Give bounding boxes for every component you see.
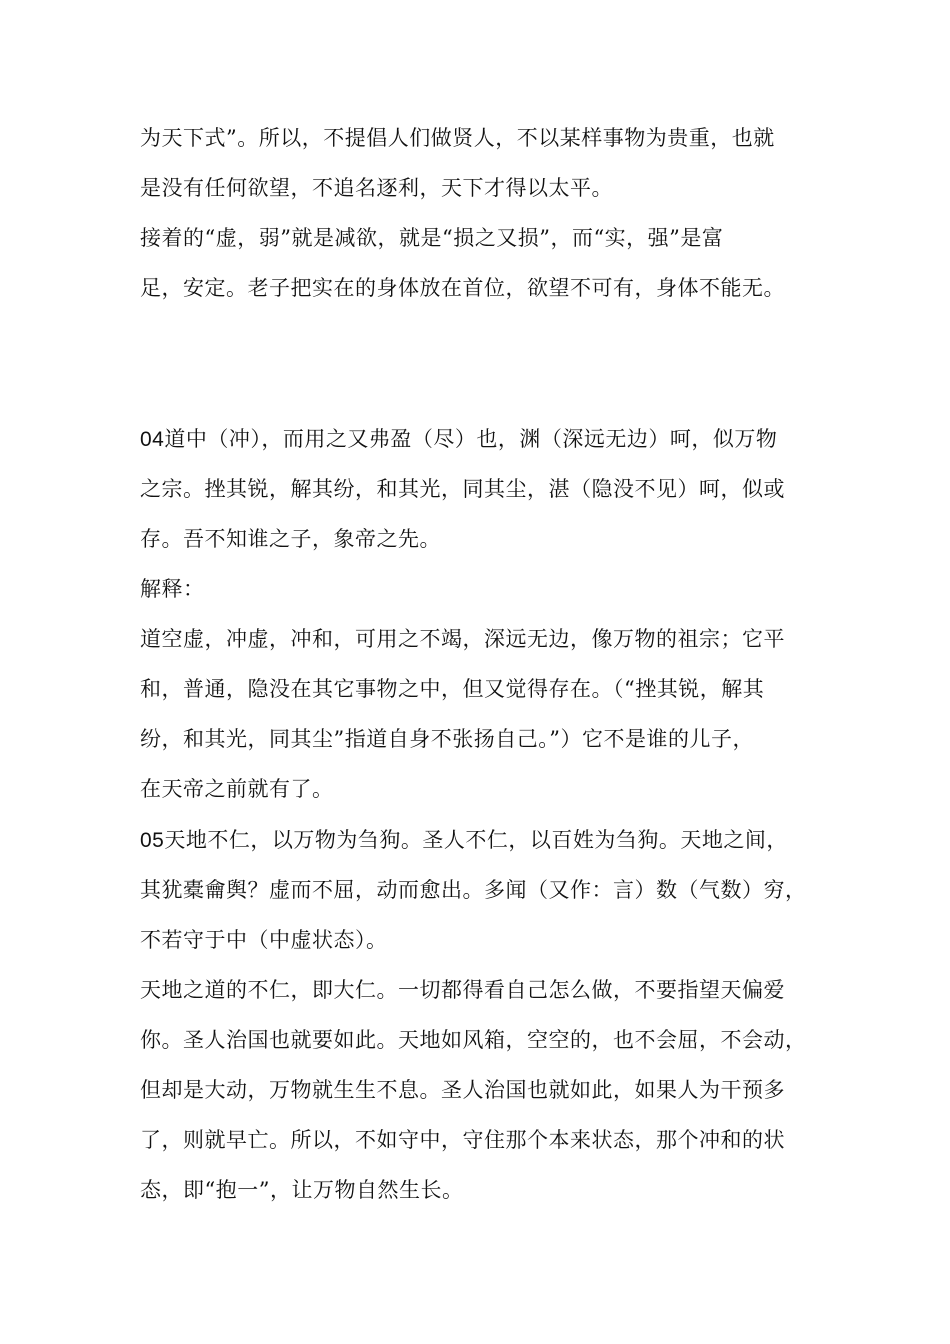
explanation-label: 解释： bbox=[140, 577, 205, 601]
text-line: 天地之道的不仁，即大仁。一切都得看自己怎么做，不要指望天偏爱 bbox=[140, 978, 785, 1002]
text-line: 纷，和其光，同其尘”指道自身不张扬自己。”）它不是谁的儿子， bbox=[140, 727, 754, 751]
text-line: 接着的“虚，弱”就是减欲，就是“损之又损”，而“实，强”是富 bbox=[140, 226, 724, 250]
previous-section-text bbox=[140, 113, 830, 313]
text-line: 是没有任何欲望，不追名逐利，天下才得以太平。 bbox=[140, 176, 613, 200]
chapter-04-first-line bbox=[140, 414, 830, 464]
text-line: 存。吾不知谁之子，象帝之先。 bbox=[140, 527, 441, 551]
text-line: 不若守于中（中虚状态）。 bbox=[140, 928, 388, 952]
text-segment: 道中（冲），而用之又弗盈（尽）也，渊（深远无边）呵，似万物 bbox=[164, 427, 778, 451]
text-line: 足，安定。老子把实在的身体放在首位，欲望不可有，身体不能无。 bbox=[140, 276, 785, 300]
text-segment: 天地不仁，以万物为刍狗。圣人不仁，以百姓为刍狗。天地之间， bbox=[164, 828, 788, 852]
text-line: 和，普通，隐没在其它事物之中，但又觉得存在。（“挫其锐，解其 bbox=[140, 677, 765, 701]
chapter-05-first-line bbox=[140, 815, 830, 865]
text-line: 但却是大动，万物就生生不息。圣人治国也就如此，如果人为干预多 bbox=[140, 1078, 785, 1102]
chapter-number: 05 bbox=[140, 829, 165, 852]
text-line: 其犹橐龠舆？虚而不屈，动而愈出。多闻（又作：言）数（气数）穷， bbox=[140, 878, 807, 902]
text-line: 你。圣人治国也就要如此。天地如风箱，空空的，也不会屈，不会动， bbox=[140, 1028, 807, 1052]
text-line: 了，则就早亡。所以，不如守中，守住那个本来状态，那个冲和的状 bbox=[140, 1128, 785, 1152]
text-line: 之宗。挫其锐，解其纷，和其光，同其尘，湛（隐没不见）呵，似或 bbox=[140, 477, 785, 501]
text-line: 为天下式”。所以，不提倡人们做贤人，不以某样事物为贵重，也就 bbox=[140, 126, 775, 150]
text-line: 在天帝之前就有了。 bbox=[140, 777, 334, 801]
text-line: 态，即“抱一”，让万物自然生长。 bbox=[140, 1178, 464, 1202]
text-line: 道空虚，冲虚，冲和，可用之不竭，深远无边，像万物的祖宗；它平 bbox=[140, 627, 785, 651]
chapter-number: 04 bbox=[140, 428, 165, 451]
chapter-04 bbox=[140, 414, 830, 814]
chapter-05 bbox=[140, 815, 830, 1215]
